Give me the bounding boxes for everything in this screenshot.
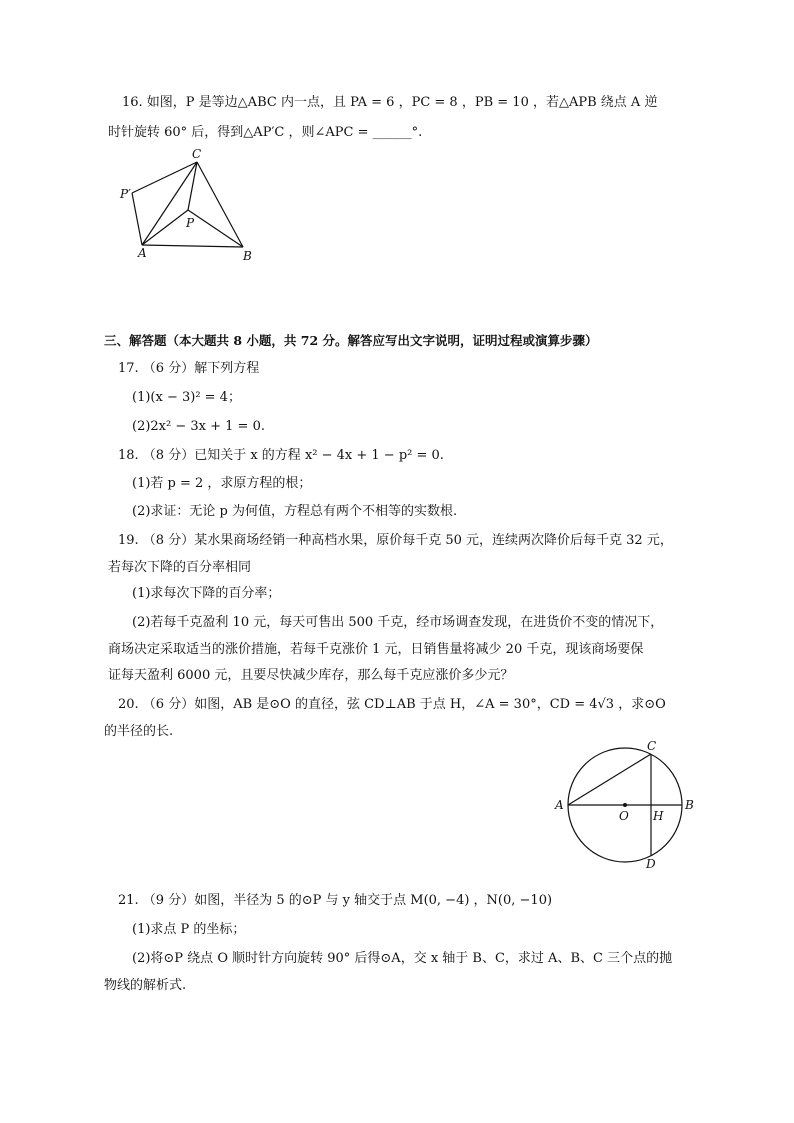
- segment-AP1: [132, 193, 142, 245]
- q19-part-2-line-3: 证每天盈利 6000 元，且要尽快减少库存，那么每千克应涨价多少元？: [108, 668, 514, 683]
- q17-part-1: (1)(x − 3)² = 4；: [132, 390, 241, 405]
- label-A: A: [138, 246, 147, 260]
- label-H: H: [653, 809, 664, 823]
- edge-CB: [197, 162, 243, 247]
- label-C: C: [647, 739, 657, 753]
- q18-part-1: (1)若 p = 2 ，求原方程的根；: [132, 476, 312, 491]
- q18-stem: 18. （8 分）已知关于 x 的方程 x² − 4x + 1 − p² = 0.: [118, 448, 444, 463]
- label-A: A: [555, 798, 564, 812]
- q16-triangle-figure: [120, 144, 260, 269]
- q20-circle-figure: [550, 740, 700, 870]
- label-P-prime: P′: [120, 187, 131, 201]
- q20-stem: 20. （6 分）如图，AB 是⊙O 的直径，弦 CD⊥AB 于点 H，∠A = 30°，CD = 4√3 ，求⊙O: [118, 697, 666, 712]
- q18-part-2: (2)求证：无论 p 为何值，方程总有两个不相等的实数根.: [132, 504, 458, 519]
- q19-part-2-line-1: (2)若每千克盈利 10 元，每天可售出 500 千克，经市场调查发现，在进货价不变的情况下，: [132, 615, 664, 630]
- label-B: B: [685, 798, 694, 812]
- q17-stem: 17. （6 分）解下列方程: [118, 361, 260, 376]
- q21-part-2-line-2: 物线的解析式.: [104, 978, 187, 993]
- q21-stem: 21. （9 分）如图，半径为 5 的⊙P 与 y 轴交于点 M(0, −4) ，N(0, −10): [118, 893, 553, 908]
- q19-part-2-line-2: 商场决定采取适当的涨价措施，若每千克涨价 1 元，日销售量将减少 20 千克，现该商场要保: [108, 642, 644, 657]
- label-B: B: [243, 249, 252, 263]
- label-O: O: [619, 809, 629, 823]
- q20-stem-2: 的半径的长.: [104, 724, 174, 739]
- q19-stem: 19. （8 分）某水果商场经销一种高档水果，原价每千克 50 元，连续两次降价后每千克 32 元，: [118, 533, 673, 548]
- label-C: C: [192, 147, 202, 161]
- label-D: D: [646, 857, 656, 871]
- q16-line-1: 16. 如图，P 是等边△ABC 内一点，且 PA = 6 ，PC = 8 ，PB = 10 ，若△APB 绕点 A 逆: [122, 95, 658, 110]
- edge-AB: [142, 245, 243, 247]
- segment-PB: [188, 210, 243, 247]
- q19-stem-2: 若每次下降的百分率相同: [108, 560, 252, 575]
- q21-part-2-line-1: (2)将⊙P 绕点 O 顺时针方向旋转 90° 后得⊙A，交 x 轴于 B、C，求过 A、B、C 三个点的抛: [132, 951, 673, 966]
- q17-part-2: (2)2x² − 3x + 1 = 0.: [132, 419, 265, 434]
- q19-part-1: (1)求每次下降的百分率；: [132, 586, 281, 601]
- segment-PA: [142, 210, 188, 245]
- chord-AC: [568, 754, 651, 805]
- center-point-O: [623, 803, 627, 807]
- label-P: P: [186, 216, 195, 230]
- q16-line-2: 时针旋转 60° 后，得到△AP′C ，则∠APC = ______°.: [108, 125, 423, 140]
- q21-part-1: (1)求点 P 的坐标；: [132, 922, 246, 937]
- section-3-heading: 三、解答题（本大题共 8 小题，共 72 分。解答应写出文字说明，证明过程或演算步骤）: [104, 333, 598, 348]
